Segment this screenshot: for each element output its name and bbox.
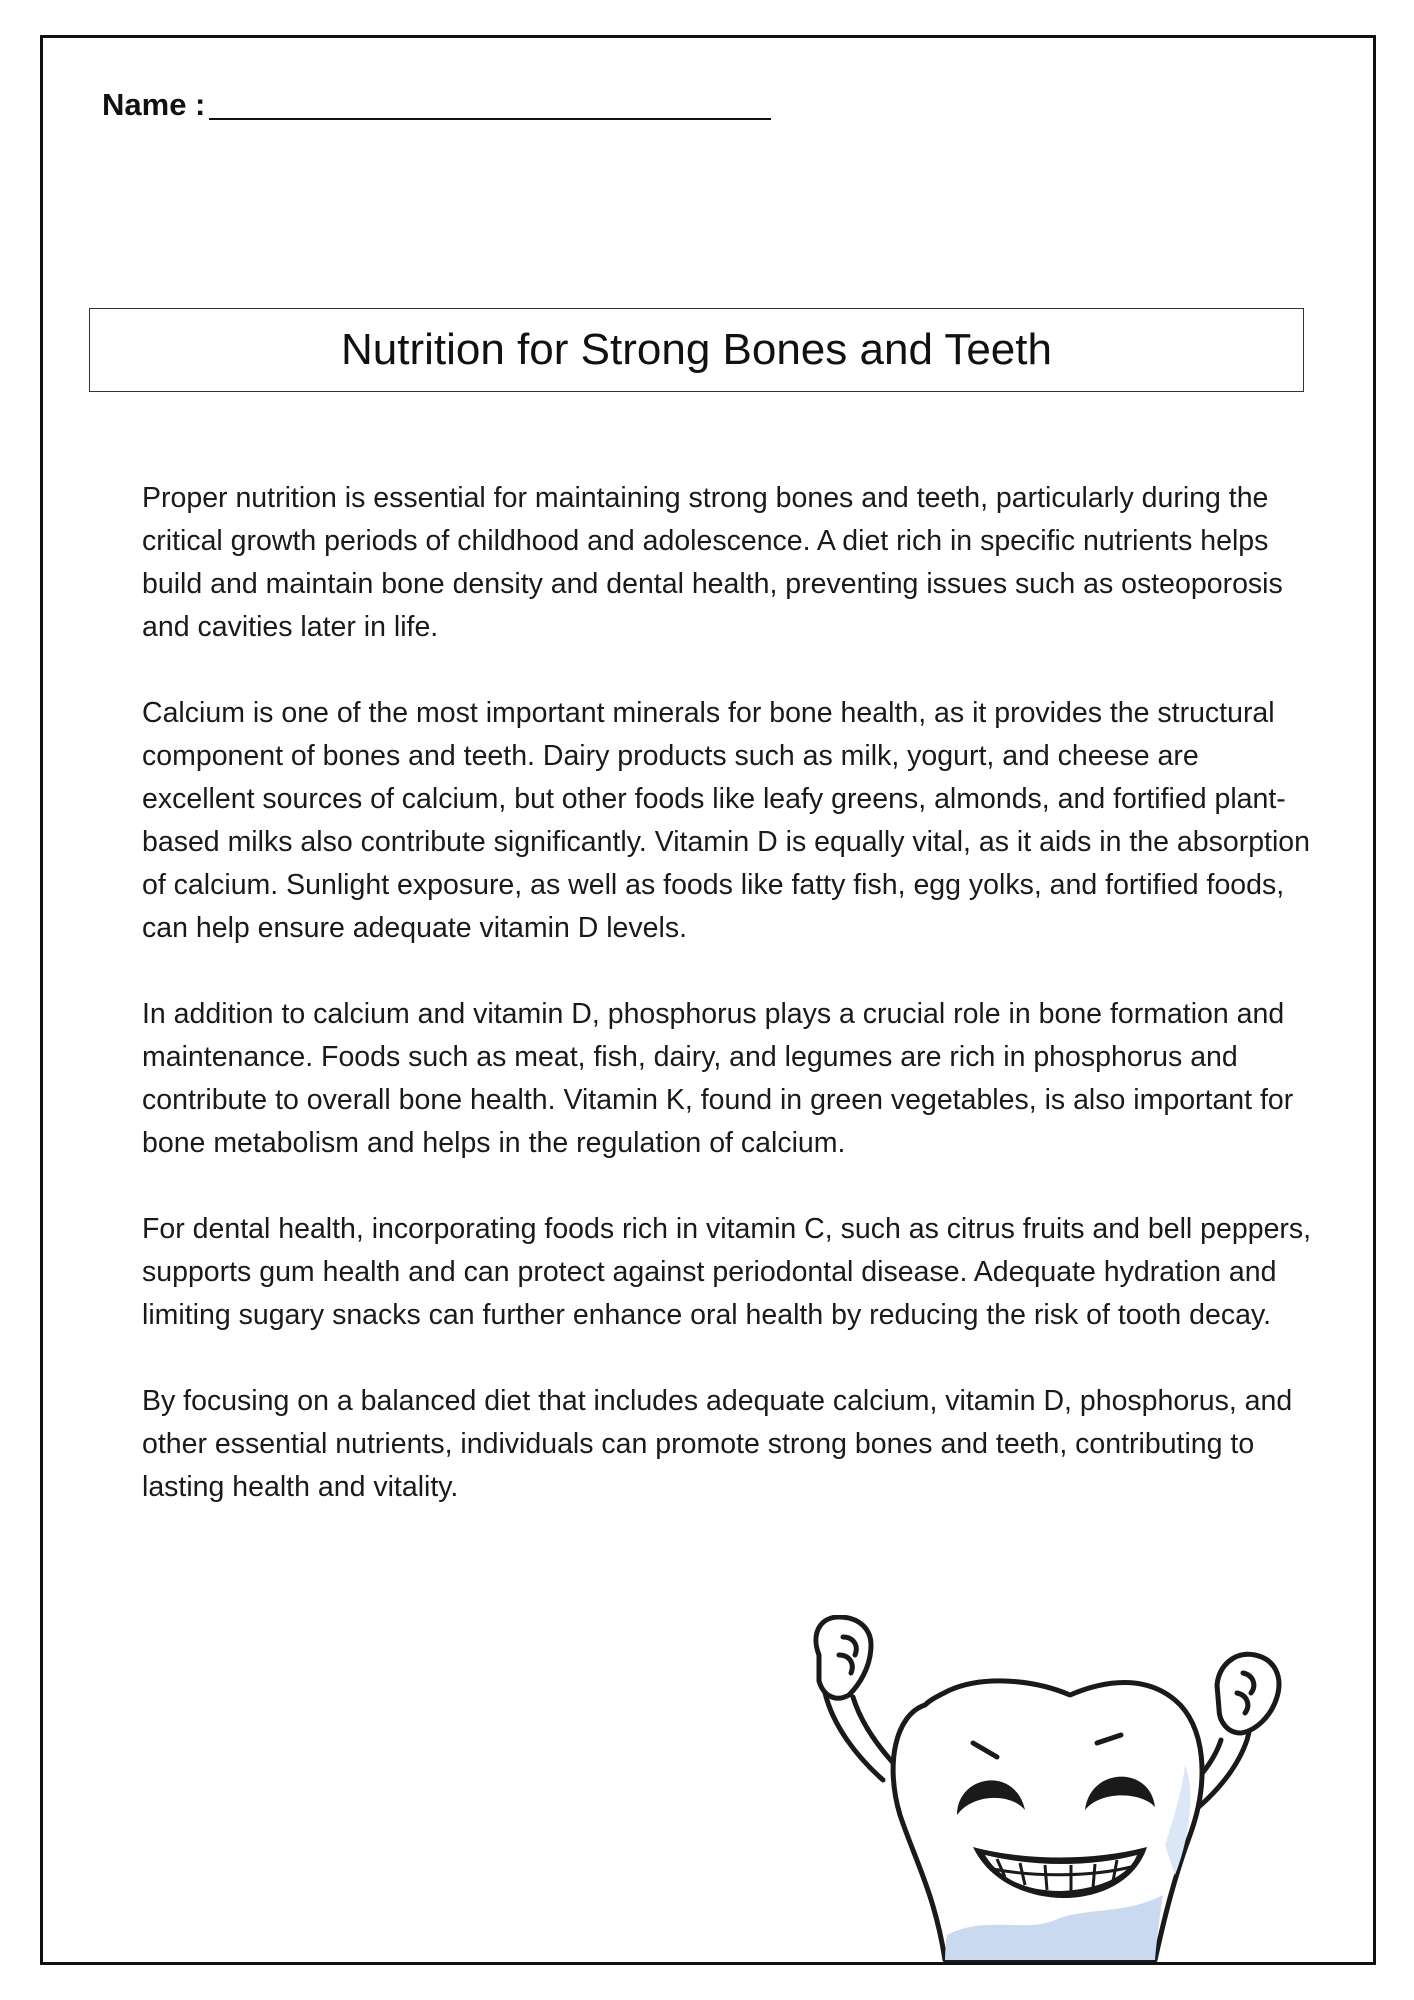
page-title: Nutrition for Strong Bones and Teeth [341, 325, 1052, 374]
paragraph-4: For dental health, incorporating foods rich in vitamin C, such as citrus fruits and bell peppers, supports gum health and can protect against periodontal disease. Adequate hydration and limiting sugary snacks can further enhance oral health by reducing the risk of tooth decay. [142, 1213, 1312, 1331]
name-label: Name : [102, 87, 206, 122]
article-body [142, 477, 1312, 1552]
paragraph-5: By focusing on a balanced diet that includes adequate calcium, vitamin D, phosphorus, and other essential nutrients, individuals can promote strong bones and teeth, contributing to lasting health and vitality. [142, 1385, 1293, 1503]
paragraph-1: Proper nutrition is essential for maintaining strong bones and teeth, particularly during the critical growth periods of childhood and adolescence. A diet rich in specific nutrients helps build and maintain bone density and dental health, preventing issues such as osteoporosis and cavities later in life. [142, 482, 1283, 643]
name-blank-line[interactable] [209, 80, 771, 120]
strong-tooth-mascot-icon [735, 1615, 1295, 1965]
name-field [102, 80, 771, 120]
paragraph-3: In addition to calcium and vitamin D, phosphorus plays a crucial role in bone formation and maintenance. Foods such as meat, fish, dairy, and legumes are rich in phosphorus and contribute to overall bone health. Vitamin K, found in green vegetables, is also important for bone metabolism and helps in the regulation of calcium. [142, 998, 1294, 1159]
title-box [89, 308, 1304, 392]
paragraph-2: Calcium is one of the most important minerals for bone health, as it provides the structural component of bones and teeth. Dairy products such as milk, yogurt, and cheese are excellent sources of calcium, but other foods like leafy greens, almonds, and fortified plant-based milks also contribute significantly. Vitamin D is equally vital, as it aids in the absorption of calcium. Sunlight exposure, as well as foods like fatty fish, egg yolks, and fortified foods, can help ensure adequate vitamin D levels. [142, 697, 1311, 944]
